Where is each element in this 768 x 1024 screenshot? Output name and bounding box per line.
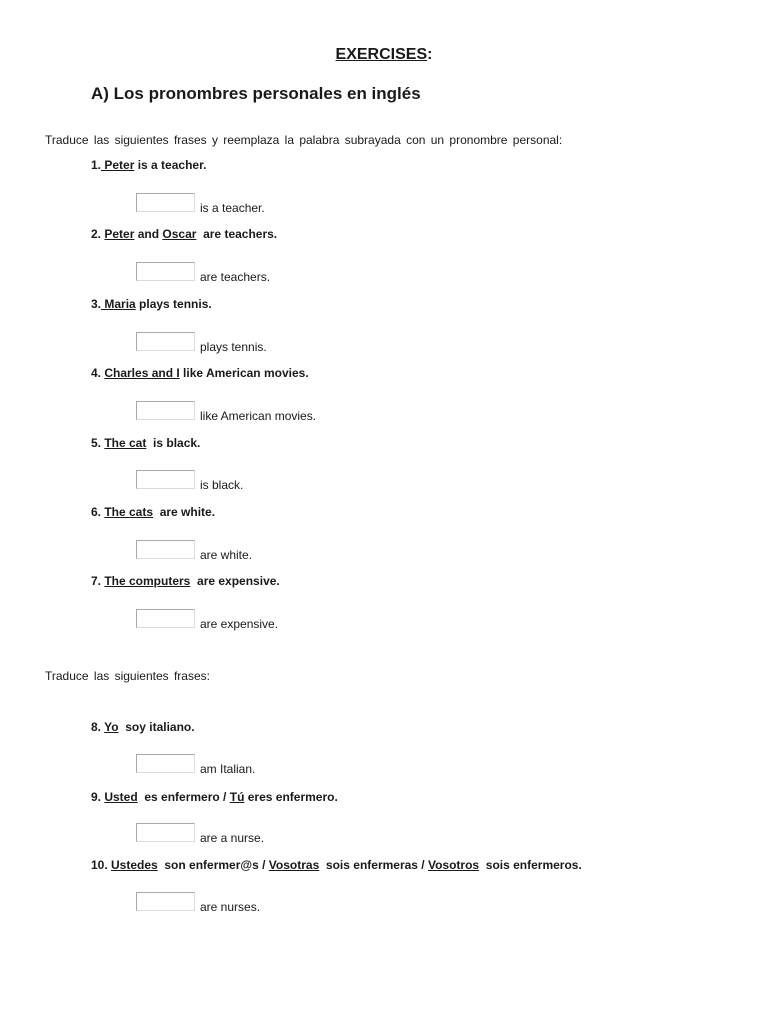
answer-row-4 [136,398,317,423]
answer-sentence-rest: plays tennis. [200,340,267,354]
underlined-word: Vosotros [427,858,480,872]
question-text: are expensive. [190,574,280,588]
question-9 [91,790,338,804]
question-text: sois enfermeros. [479,858,582,872]
instruction-1: Traduce las siguientes frases y reemplaza la palabra subrayada con un pronombre personal: [45,133,563,147]
question-2 [91,227,277,241]
answer-row-3 [136,329,267,354]
underlined-word: Peter [101,158,135,172]
underlined-word: Peter [104,227,135,241]
answer-row-1 [136,190,265,215]
question-text: is black. [146,436,201,450]
question-text: 4. [91,366,105,380]
question-3 [91,297,212,311]
answer-sentence-rest: is a teacher. [200,201,265,215]
answer-input-4[interactable] [136,401,195,420]
question-text: 9. [91,790,105,804]
question-1 [91,158,206,172]
question-text: son enfermer@s / [157,858,269,872]
question-text: and [134,227,163,241]
answer-sentence-rest: are nurses. [200,900,261,914]
question-text: are white. [153,505,216,519]
underlined-word: Tú [229,790,245,804]
answer-sentence-rest: are a nurse. [200,831,265,845]
question-text: plays tennis. [135,297,212,311]
answer-row-9 [136,820,265,845]
answer-sentence-rest: like American movies. [200,409,317,423]
question-text: 8. [91,720,105,734]
answer-input-1[interactable] [136,193,195,212]
answer-row-10 [136,889,261,914]
question-text: 6. [91,505,105,519]
question-5 [91,436,200,450]
underlined-word: Vosotras [268,858,320,872]
question-7 [91,574,280,588]
exercises-title-colon: : [427,46,433,63]
underlined-word: Usted [104,790,138,804]
question-text: 5. [91,436,105,450]
exercises-title-text: EXERCISES [335,46,428,63]
question-4 [91,366,309,380]
question-text: 1. [91,158,102,172]
answer-sentence-rest: are white. [200,548,253,562]
question-text: are teachers. [196,227,278,241]
question-text: soy italiano. [118,720,195,734]
answer-input-3[interactable] [136,332,195,351]
answer-row-5 [136,467,244,492]
question-text: 7. [91,574,105,588]
underlined-word: Ustedes [111,858,158,872]
section-heading: A) Los pronombres personales en inglés [91,84,421,103]
answer-input-2[interactable] [136,262,195,281]
answer-input-9[interactable] [136,823,195,842]
answer-row-2 [136,259,271,284]
answer-input-6[interactable] [136,540,195,559]
question-text: eres enfermero. [244,790,338,804]
answer-sentence-rest: is black. [200,478,244,492]
answer-sentence-rest: am Italian. [200,762,256,776]
question-10 [91,858,582,872]
question-6 [91,505,215,519]
question-text: 10. [91,858,112,872]
answer-input-8[interactable] [136,754,195,773]
answer-sentence-rest: are teachers. [200,270,271,284]
underlined-word: The computers [104,574,191,588]
answer-row-8 [136,751,256,776]
instruction-2: Traduce las siguientes frases: [45,669,210,683]
question-text: es enfermero / [137,790,230,804]
underlined-word: The cats [104,505,154,519]
underlined-word: Yo [104,720,119,734]
question-text: 3. [91,297,102,311]
answer-row-6 [136,537,253,562]
answer-input-10[interactable] [136,892,195,911]
underlined-word: Charles and I [104,366,180,380]
exercises-title [0,46,768,64]
underlined-word: The cat [104,436,147,450]
answer-input-7[interactable] [136,609,195,628]
answer-input-5[interactable] [136,470,195,489]
question-text: is a teacher. [134,158,207,172]
underlined-word: Maria [101,297,136,311]
answer-row-7 [136,606,279,631]
question-8 [91,720,195,734]
question-text: 2. [91,227,105,241]
question-text: sois enfermeras / [319,858,428,872]
answer-sentence-rest: are expensive. [200,617,279,631]
underlined-word: Oscar [162,227,197,241]
question-text: like American movies. [179,366,309,380]
